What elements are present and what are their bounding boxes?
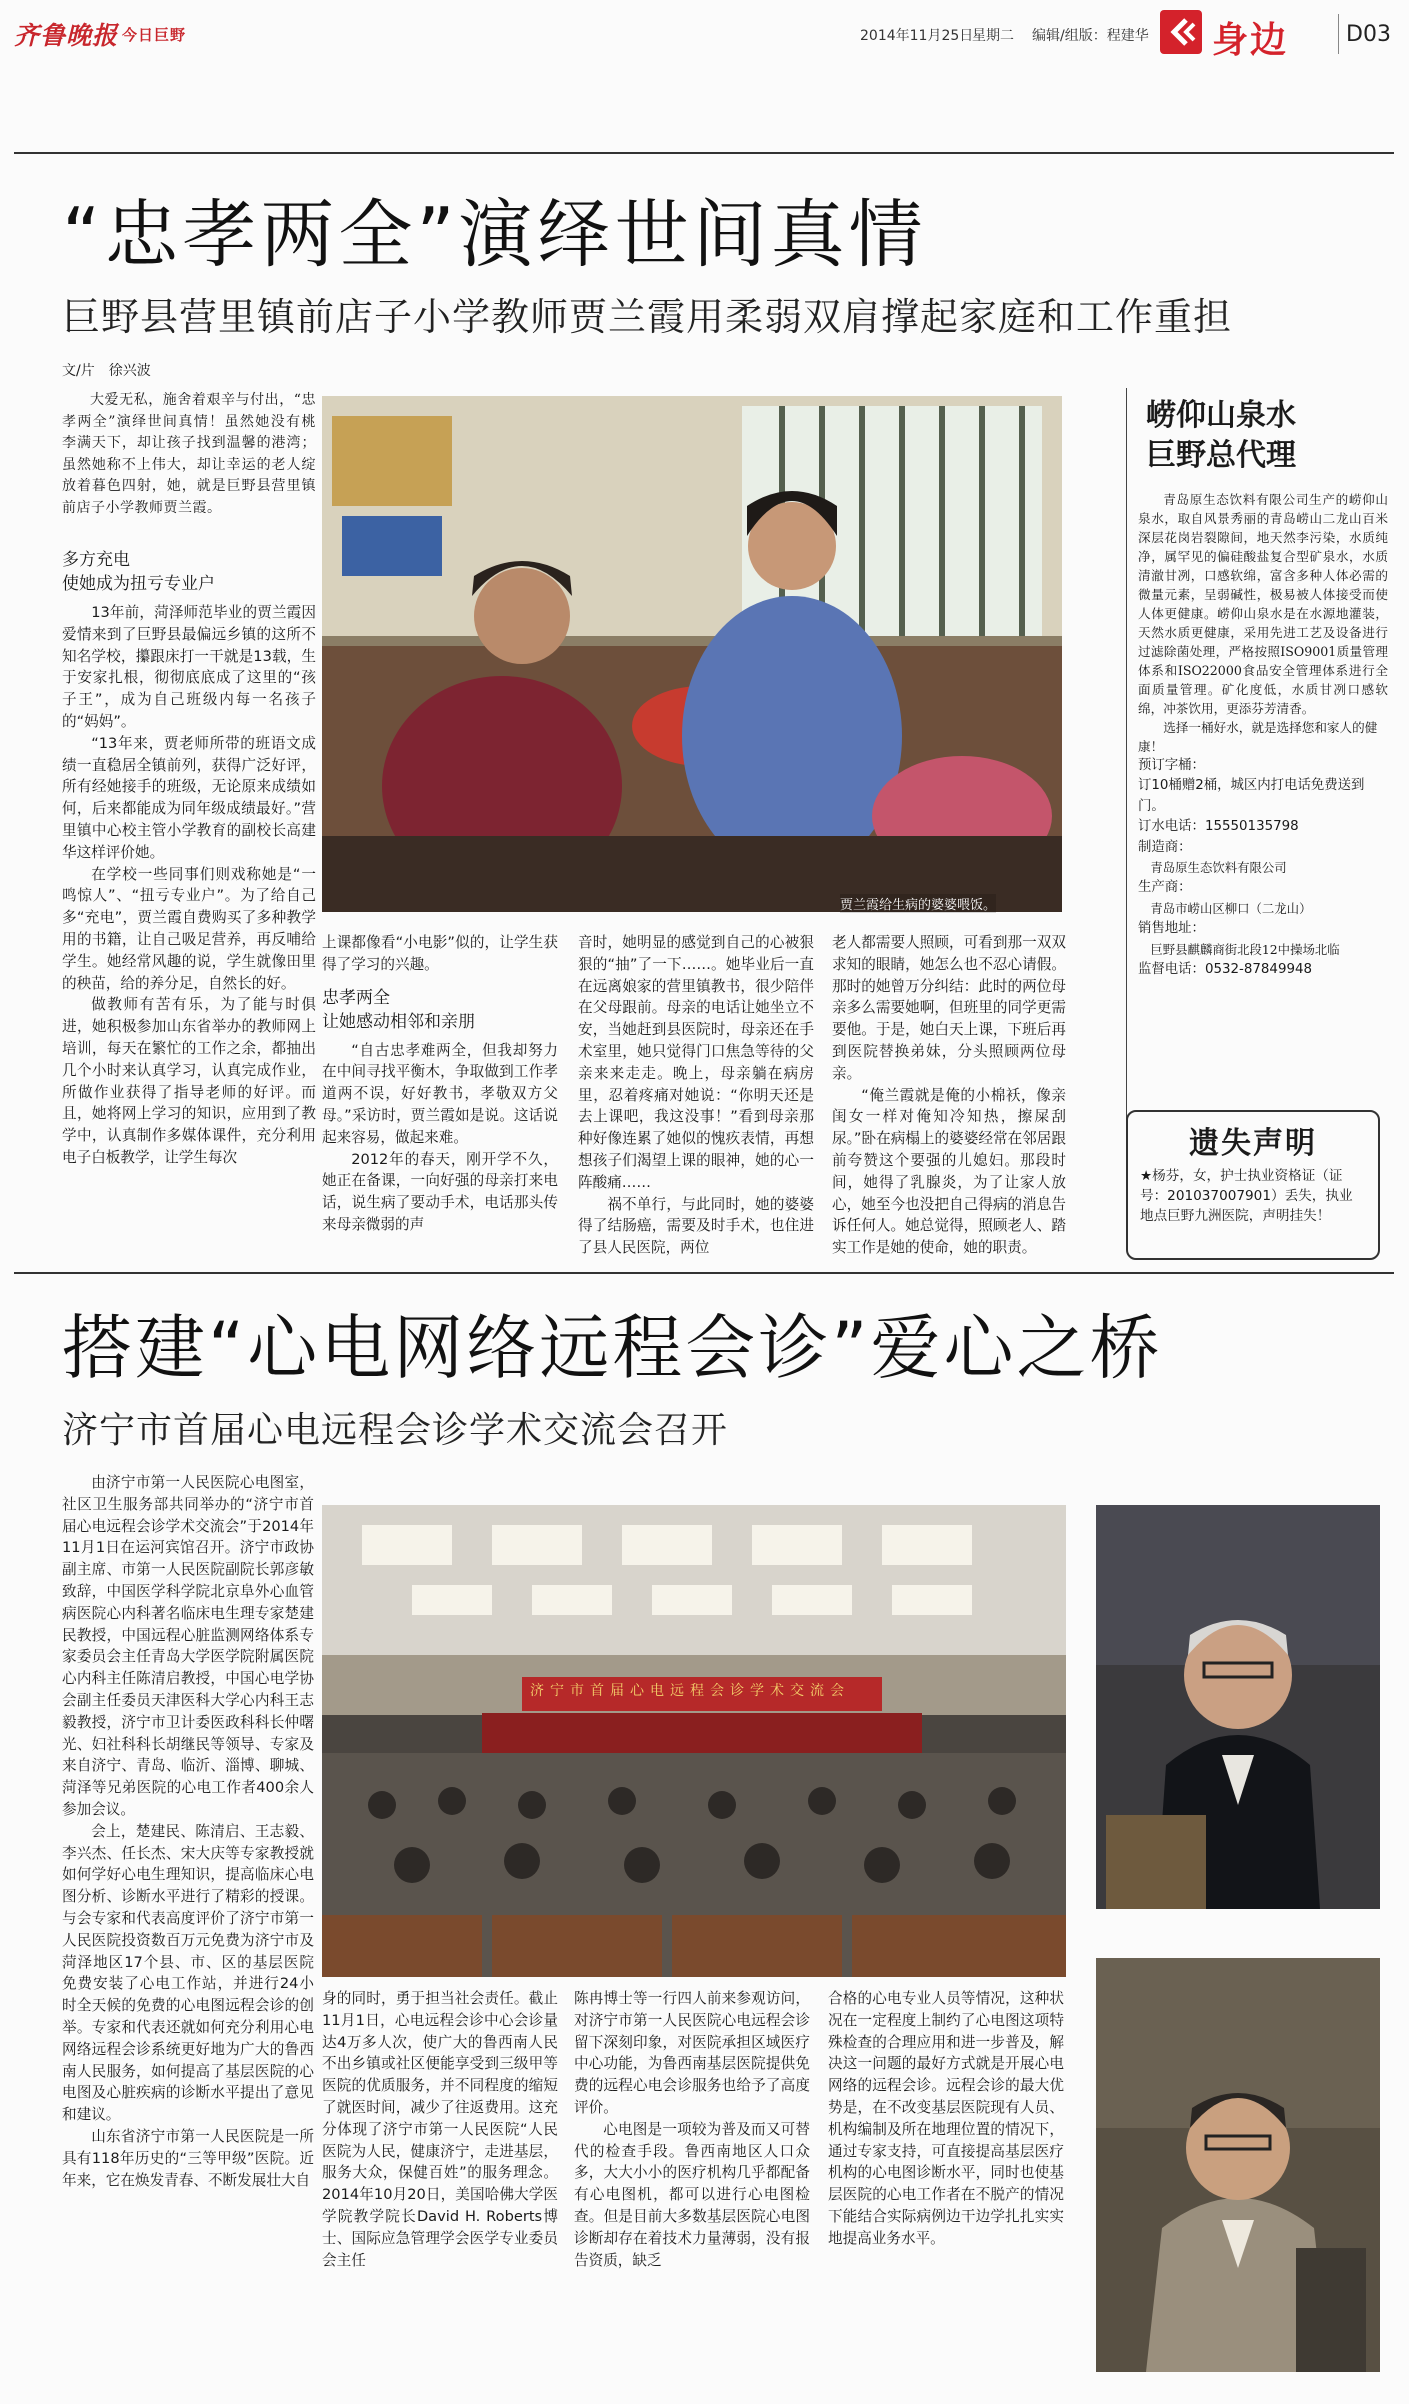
loss-notice-title: 遗失声明	[1189, 1126, 1317, 1161]
article1-lead: 大爱无私，施舍着艰辛与付出，“忠孝两全”演绎世间真情！虽然她没有桃李满天下，却让孩子找到温馨的港湾；虽然她称不上伟大，却让幸运的老人绽放着暮色四射，她，就是巨野县营里镇前店子小学教师贾兰霞。	[62, 392, 316, 516]
article1-photo	[322, 396, 1062, 912]
editor-credit: 编辑/组版：程建华	[1032, 28, 1149, 44]
paragraph: 2012年的春天，刚开学不久，她正在备课，一向好强的母亲打来电话，说生病了要动手术，电话那头传来母亲微弱的声	[322, 1150, 558, 1233]
loss-notice-body: ★杨芬，女，护士执业资格证（证号：201037007901）丢失，执业地点巨野九洲医院，声明挂失！	[1140, 1168, 1353, 1224]
article2-subheadline: 济宁市首届心电远程会诊学术交流会召开	[62, 1410, 729, 1451]
paragraph: 心电图是一项较为普及而又可替代的检查手段。鲁西南地区人口众多，大大小小的医疗机构几乎都配备有心电图机，都可以进行心电图检查。但是目前大多数基层医院心电图诊断却存在着技术力量薄弱，没有报告资质，缺乏	[574, 2120, 810, 2269]
loss-notice	[1126, 1110, 1380, 1260]
paragraph: “13年来，贾老师所带的班语文成绩一直稳居全镇前列，获得广泛好评，所有经她接手的班级，无论原来成绩如何，后来都能成为同年级成绩最好。”营里镇中心校主管小学教育的副校长高建华这样评价她。	[62, 734, 316, 861]
article1-headline: “忠孝两全”演绎世间真情	[62, 192, 927, 278]
header-rule	[14, 152, 1394, 154]
paragraph: 由济宁市第一人民医院心电图室，社区卫生服务部共同举办的“济宁市首届心电远程会诊学术交流会”于2014年11月1日在运河宾馆召开。济宁市政协副主席、市第一人民医院副院长郭彦敏致辞，中国医学科学院北京阜外心血管病医院心内科著名临床电生理专家楚建民教授，中国远程心脏监测网络体系专家委员会主任青岛大学医学院附属医院心内科主任陈清启教授，中国心电学协会副主任委员天津医科大学心内科王志毅教授，济宁市卫计委医政科科长仲曙光、妇社科科长胡继民等领导、专家及来自济宁、青岛、临沂、淄博、聊城、菏泽等兄弟医院的心电工作者400余人参加会议。	[62, 1474, 314, 1818]
paragraph: 13年前，菏泽师范毕业的贾兰霞因爱情来到了巨野县最偏远乡镇的这所不知名学校，攥跟床打一干就是13载，生于安家扎根，彻彻底底成了这里的“孩子王”，成为自己班级内每一名孩子的“妈妈”。	[62, 604, 316, 730]
paragraph: “俺兰霞就是俺的小棉袄，像亲闺女一样对俺知冷知热，擦屎刮尿。”卧在病榻上的婆婆经常在邻居跟前夸赞这个要强的儿媳妇。那段时间，她得了乳腺炎，为了让家人放心，她至今也没把自己得病的消息告诉任何人。她总觉得，照顾老人、踏实工作是她的使命，她的职责。	[832, 1086, 1066, 1257]
ad-body: 青岛原生态饮料有限公司生产的崂仰山泉水，取自风景秀丽的青岛崂山二龙山百米深层花岗岩裂隙间，地天然李污染，水质纯净，属罕见的偏硅酸盐复合型矿泉水，水质清澈甘冽，口感软绵，富含多种人体必需的微量元素，呈弱碱性，极易被人体接受而使人体更健康。崂仰山泉水是在水源地灌装，天然水质更健康，采用先进工艺及设备进行过滤除菌处理，严格按照ISO9001质量管理体系和ISO22000食品安全管理体系进行全面质量管理。矿化度低，水质甘冽口感软绵，冲茶饮用，更添芬芳清香。 选择一桶好水，就是选择您和家人的健康！ 预订字桶： 订10桶赠2桶，城区内打电话免费送到门。 订水电话：15550135798 制造商： 青岛原生态饮料有限公司 生产商： 青岛市崂山区柳口（二龙山） 销售地址： 巨野县麒麟商街北段12中操场北临 监督电话：0532-87849948	[1138, 492, 1388, 978]
article1-photo-caption: 贾兰霞给生病的婆婆喂饭。	[840, 894, 996, 913]
page-number: D03	[1346, 22, 1391, 47]
article2-conference-photo	[322, 1505, 1066, 1977]
masthead	[0, 0, 1409, 66]
paragraph: 老人都需要人照顾，可看到那一双双求知的眼睛，她怎么也不忍心请假。那时的她曾万分纠结：此时的两位母亲多么需要她啊，但班里的同学更需要他。于是，她白天上课，下班后再到医院替换弟妹，分头照顾两位母亲。	[832, 934, 1066, 1082]
paragraph: 在学校一些同事们则戏称她是“一鸣惊人”、“扭亏专业户”。为了给自己多“充电”，贾兰霞自费购买了多种教学用的书籍，让自己吸足营养，再反哺给学生。她经常风趣的说，学生就像田里的秧苗，给的养分足，自然长的好。	[62, 865, 316, 992]
paragraph: 陈冉博士等一行四人前来参观访问，对济宁市第一人民医院心电远程会诊留下深刻印象，对医院承担区域医疗中心功能，为鲁西南基层医院提供免费的远程心电会诊服务也给予了高度评价。	[574, 1990, 810, 2116]
paragraph: 上课都像看“小电影”似的，让学生获得了学习的兴趣。	[322, 934, 558, 973]
paragraph: 祸不单行，与此同时，她的婆婆得了结肠癌，需要及时手术，也住进了县人民医院，两位	[578, 1195, 814, 1257]
paragraph: 做教师有苦有乐，为了能与时俱进，她积极参加山东省举办的教师网上培训，每天在繁忙的工作之余，都抽出几个小时来认真学习，认真完成作业，所做作业获得了指导老师的好评。而且，她将网上学习的知识，应用到了教学中，认真制作多媒体课件，充分利用电子白板教学，让学生每次	[62, 996, 316, 1166]
article1-column4	[832, 932, 1066, 1262]
ad-title: 崂仰山泉水 巨野总代理	[1146, 398, 1296, 473]
edition-label: 今日巨野	[122, 26, 187, 44]
article2-headline: 搭建“心电网络远程会诊”爱心之桥	[62, 1307, 1163, 1389]
paragraph: 身的同时，勇于担当社会责任。截止11月1日，心电远程会诊中心会诊量达4万多人次，使广大的鲁西南人民不出乡镇或社区便能享受到三级甲等医院的优质服务，并不同程度的缩短了就医时间，减少了往返费用。这充分体现了济宁市第一人民医院“人民医院为人民，健康济宁，走进基层，服务大众，保健百姓”的服务理念。2014年10月20日，美国哈佛大学医学院教学院长David H. Roberts博士、国际应急管理学会医学专业委员会主任	[322, 1990, 558, 2269]
article1-sub1: 多方充电 使她成为扭亏专业户	[62, 550, 215, 594]
paragraph: 山东省济宁市第一人民医院是一所具有118年历史的“三等甲级”医院。近年来，它在焕发青春、不断发展壮大自	[62, 2127, 314, 2189]
article2-conference-banner: 济宁市首届心电远程会诊学术交流会	[530, 1683, 850, 1699]
issue-weekday: 星期二	[972, 28, 1014, 44]
section-chevron-icon	[1160, 10, 1202, 54]
paragraph: 音时，她明显的感觉到自己的心被狠狠的“抽”了一下……。她毕业后一直在远离娘家的营里镇教书，很少陪伴在父母跟前。母亲的电话让她坐立不安，当她赶到县医院时，母亲还在手术室里，她只觉得门口焦急等待的父亲来来走走。晚上，母亲躺在病房里，忍着疼痛对她说：“你明天还是去上课吧，我这没事！”看到母亲那种好像连累了她似的愧疚表情，再想想孩子们渴望上课的眼神，她的心一阵酸痛……	[578, 934, 814, 1191]
paragraph: 会上，楚建民、陈清启、王志毅、李兴杰、任长杰、宋大庆等专家教授就如何学好心电生理知识，提高临床心电图分析、诊断水平进行了精彩的授课。与会专家和代表高度评价了济宁市第一人民医院投资数百万元免费为济宁市及菏泽地区17个县、市、区的基层医院免费安装了心电工作站，并进行24小时全天候的免费的心电图远程会诊的创举。专家和代表还就如何充分利用心电网络远程会诊系统更好地为广大的鲁西南人民服务，如何提高了基层医院的心电图及心脏疾病的诊断水平提出了意见和建议。	[62, 1822, 314, 2124]
section-mark	[1160, 10, 1202, 54]
article1-column1	[62, 548, 316, 1252]
article2-column2	[322, 1988, 558, 2388]
article2-column4	[828, 1988, 1064, 2388]
article1-sub2: 忠孝两全 让她感动相邻和亲朋	[322, 987, 475, 1032]
article1-column3	[578, 932, 814, 1262]
speaker-photo-bottom	[1096, 1958, 1380, 2372]
paragraph: “自古忠孝难两全，但我却努力在中间寻找平衡木，争取做到工作孝道两不误，好好教书，孝敬双方父母。”采访时，贾兰霞如是说。这话说起来容易，做起来难。	[322, 1041, 558, 1146]
article1-byline: 文/片 徐兴波	[62, 363, 151, 379]
article2-column3	[574, 1988, 810, 2388]
speaker-photo-top	[1096, 1505, 1380, 1909]
article2-column1	[62, 1472, 314, 2388]
article1-column2	[322, 932, 558, 1262]
issue-date: 2014年11月25日	[860, 28, 974, 44]
section-rule	[14, 1272, 1394, 1274]
article1-subheadline: 巨野县营里镇前店子小学教师贾兰霞用柔弱双肩撑起家庭和工作重担	[62, 295, 1233, 339]
section-title: 身边	[1212, 20, 1289, 61]
newspaper-logo: 齐鲁晚报	[14, 21, 119, 50]
paragraph: 合格的心电专业人员等情况，这种状况在一定程度上制约了心电图这项特殊检查的合理应用和进一步普及，解决这一问题的最好方式就是开展心电网络的远程会诊。远程会诊的最大优势是，在不改变基层医院现有人员、机构编制及所在地理位置的情况下，通过专家支持，可直接提高基层医疗机构的心电图诊断水平，同时也使基层医院的心电工作者在不脱产的情况下能结合实际病例边干边学扎扎实实地提高业务水平。	[828, 1990, 1064, 2247]
